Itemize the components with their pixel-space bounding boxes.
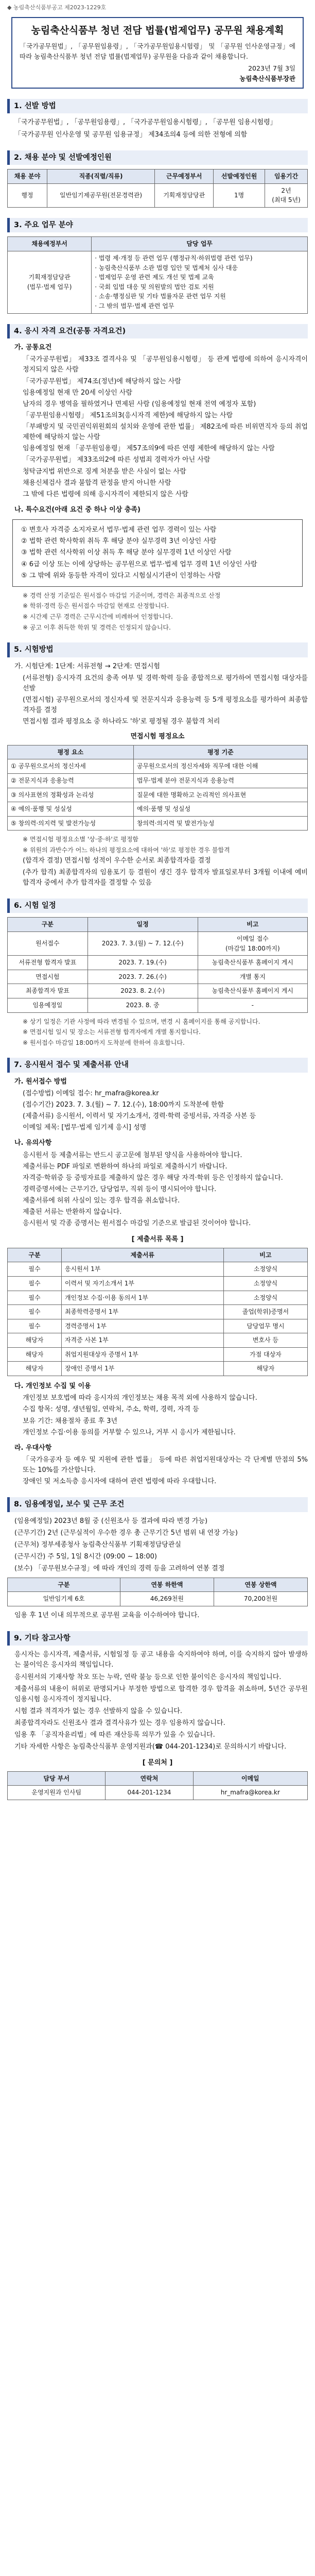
- table-header: 연락처: [106, 1771, 193, 1786]
- table-cell: 2023. 8. 중: [87, 998, 198, 1012]
- duty-item: · 소송·행정심판 및 기타 법률자문 관련 업무 지원: [95, 293, 226, 300]
- table-cell: 가점 대상자: [223, 1347, 307, 1362]
- table-cell: ③ 의사표현의 정확성과 논리성: [8, 788, 134, 802]
- exam-item: (서류전형) 응시자격 요건의 충족 여부 및 경력·학력 등을 종합적으로 평가하여 면접시험 대상자를 선발: [23, 674, 308, 693]
- note: ※ 원서접수 마감일 18:00까지 도착분에 한하여 유효합니다.: [23, 1039, 185, 1046]
- caution-item: 자격증·학위증 등 증빙자료를 제출하지 않은 경우 해당 자격·학위 등은 인정하지 않습니다.: [23, 1174, 283, 1182]
- special-item: ⑤ 그 밖에 위와 동등한 자격이 있다고 시험실시기관이 인정하는 사람: [21, 571, 221, 580]
- section-1-list: [7, 117, 308, 140]
- section-9-title: 9. 기타 참고사항: [7, 1631, 308, 1646]
- pass-item: (합격자 결정) 면접시험 성적이 우수한 순서로 최종합격자를 결정: [23, 857, 211, 865]
- contact-email-link[interactable]: hr_mafra@korea.kr: [193, 1786, 307, 1800]
- table-cell: 임용예정일: [8, 998, 88, 1012]
- duty-item: · 그 밖의 법무·법제 관련 업무: [95, 302, 174, 310]
- table-row: [8, 1362, 308, 1376]
- table-header-row: [8, 1248, 308, 1262]
- special-item: ④ 6급 이상 또는 이에 상당하는 공무원으로 법무·법제 업무 경력 1년 이상인 사람: [21, 560, 257, 568]
- table-row: [8, 816, 308, 831]
- table-row: [8, 970, 308, 984]
- reference-item: 응시자는 응시자격, 제출서류, 시험일정 등 공고 내용을 숙지하여야 하며, 이를 숙지하지 않아 발생하는 불이익은 응시자의 책임입니다.: [14, 1651, 308, 1669]
- table-cell: 농림축산식품부 홈페이지 게시: [198, 956, 307, 970]
- exam-item: 가. 시험단계: 1단계: 서류전형 → 2단계: 면접시험: [14, 662, 160, 670]
- table-header-row: [8, 918, 308, 932]
- table-cell: 면접시험: [8, 970, 88, 984]
- salary-table: [7, 1578, 308, 1606]
- note: ※ 경력 산정 기준일은 원서접수 마감일 기준이며, 경력은 최종적으로 산정: [23, 591, 221, 599]
- table-cell: 해당자: [223, 1362, 307, 1376]
- section-1-item: 「국가공무원법」, 「공무원임용령」, 「국가공무원임용시험령」, 「공무원 임용시험령」: [14, 118, 277, 127]
- table-header: 제출서류: [61, 1248, 223, 1262]
- table-row: [8, 788, 308, 802]
- requirement-item: 「공무원임용시험령」 제51조의3(응시자격 제한)에 해당하지 않는 사람: [23, 411, 233, 419]
- table-cell: 기획재정담당관: [155, 183, 214, 207]
- table-cell: 소정양식: [223, 1276, 307, 1291]
- subsection-title: 나. 특수요건(아래 요건 중 하나 이상 충족): [14, 506, 141, 514]
- special-requirements-box: [12, 519, 303, 587]
- table-cell: ① 공무원으로서의 정신자세: [8, 759, 134, 774]
- table-header: 담당 업무: [92, 237, 308, 251]
- table-row: [8, 759, 308, 774]
- table-cell: ④ 예의·품행 및 성실성: [8, 802, 134, 817]
- table-cell: 해당자: [8, 1333, 62, 1348]
- table-cell: 46,269천원: [120, 1592, 214, 1606]
- section-8-title: 8. 임용예정일, 보수 및 근무 조건: [7, 1497, 308, 1512]
- table-cell: 행정: [8, 183, 47, 207]
- pass-item: (추가 합격) 최종합격자의 임용포기 등 결원이 생긴 경우 합격자 발표일로부터 3개월 이내에 예비합격자 중에서 추가 합격자를 결정할 수 있음: [23, 868, 308, 887]
- announcement-date: 2023년 7월 3일: [248, 64, 295, 73]
- caution-item: 응시원서 등 제출서류는 반드시 공고문에 첨부된 양식을 사용하여야 합니다.: [23, 1151, 242, 1159]
- exam-item: 면접시험 결과 평정요소 중 하나라도 '하'로 평정될 경우 불합격 처리: [23, 718, 220, 726]
- table-row: [8, 1305, 308, 1319]
- exam-item: (면접시험) 공무원으로서의 정신자세 및 전문지식과 응용능력 등 5개 평정요소를 평가하여 최종합격자를 결정: [23, 696, 308, 715]
- table-cell: 질문에 대한 명확하고 논리적인 의사표현: [133, 788, 307, 802]
- preference-item: 장애인 및 저소득층 응시자에 대하여 관련 법령에 따라 우대합니다.: [23, 1478, 217, 1486]
- section-7-title: 7. 응시원서 접수 및 제출서류 안내: [7, 1058, 308, 1072]
- subsection-title: 다. 개인정보 수집 및 이용: [14, 1382, 91, 1391]
- table-row: [8, 773, 308, 788]
- documents-table: [7, 1248, 308, 1376]
- section-6-title: 6. 시험 일정: [7, 899, 308, 913]
- privacy-item: 수집 항목: 성명, 생년월일, 연락처, 주소, 학력, 경력, 자격 등: [23, 1405, 199, 1414]
- title-box: [11, 17, 304, 89]
- announcement-number: ◆ 농림축산식품부공고 제2023-1229호: [7, 4, 107, 11]
- table-cell: 필수: [8, 1262, 62, 1277]
- table-cell: ② 전문지식과 응용능력: [8, 773, 134, 788]
- table-cell: 이메일 접수 (마감일 18:00까지): [198, 931, 307, 955]
- reference-item: 임용 후 「공직자윤리법」에 따른 재산등록 의무가 있을 수 있습니다.: [14, 1731, 215, 1739]
- table-row: [8, 1291, 308, 1305]
- table-header: 비고: [198, 918, 307, 932]
- requirement-item: 채용신체검사 결과 불합격 판정을 받지 아니한 사람: [23, 479, 171, 487]
- table-cell: 2023. 8. 2.(수): [87, 984, 198, 998]
- table-header: 임용기간: [265, 170, 308, 184]
- table-cell: 소정양식: [223, 1262, 307, 1277]
- table-cell: 2023. 7. 19.(수): [87, 956, 198, 970]
- table-header: 채용 분야: [8, 170, 47, 184]
- table-cell: 운영지원과 인사팀: [8, 1786, 106, 1800]
- note: ※ 학위·경력 등은 원서접수 마감일 현재로 산정합니다.: [23, 602, 169, 610]
- preference-item: 「국가유공자 등 예우 및 지원에 관한 법률」 등에 따른 취업지원대상자는 각 단계별 만점의 5% 또는 10%를 가산합니다.: [23, 1455, 308, 1475]
- table-cell: 1명: [214, 183, 265, 207]
- requirement-item: 「국가공무원법」 제33조의2에 따른 성범죄 경력자가 아닌 사람: [23, 456, 211, 464]
- table-cell: 70,200천원: [214, 1592, 307, 1606]
- table-header: 채용예정부서: [8, 237, 92, 251]
- duties-cell: [92, 251, 308, 314]
- reference-item: 응시원서의 기재사항 착오 또는 누락, 연락 불능 등으로 인한 불이익은 응시자의 책임입니다.: [14, 1673, 282, 1681]
- table-cell: 공무원으로서의 정신자세와 직무에 대한 이해: [133, 759, 307, 774]
- table-cell: 법무·법제 분야 전문지식과 응용능력: [133, 773, 307, 788]
- requirement-item: 임용예정일 현재 「공무원임용령」 제57조의9에 따른 연령 제한에 해당하지 않는 사람: [23, 445, 275, 453]
- table-cell: 2023. 7. 3.(월) ~ 7. 12.(수): [87, 931, 198, 955]
- duties-table: [7, 236, 308, 313]
- table-row: [8, 984, 308, 998]
- section-1-item: 「국가공무원 인사운영 및 공무원 임용규정」 제34조의4 등에 의한 전형에 의함: [14, 130, 248, 139]
- table-cell: 2년 (최대 5년): [265, 183, 308, 207]
- condition-item: (보수) 「공무원보수규정」에 따라 개인의 경력 등을 고려하여 연봉 결정: [14, 1565, 225, 1573]
- section-3-title: 3. 주요 업무 분야: [7, 218, 308, 232]
- table-header: 직종(직렬/직류): [47, 170, 154, 184]
- condition-item: 임용 후 1년 이내 의무적으로 공무원 교육을 이수하여야 합니다.: [14, 1611, 200, 1619]
- table-cell: 농림축산식품부 홈페이지 게시: [198, 984, 307, 998]
- schedule-table: [7, 917, 308, 1012]
- table-cell: 필수: [8, 1305, 62, 1319]
- table-header: 일정: [87, 918, 198, 932]
- requirement-item: 그 밖에 다른 법령에 의해 응시자격이 제한되지 않은 사람: [23, 490, 188, 498]
- requirements-list: [7, 354, 308, 500]
- table-cell: 경력증명서 1부: [61, 1319, 223, 1333]
- requirement-item: 남자의 경우 병역을 필하였거나 면제된 사람 (임용예정일 현재 전역 예정자 포함): [23, 400, 256, 408]
- table-cell: -: [198, 998, 307, 1012]
- table-row: [8, 1319, 308, 1333]
- table-cell: 응시원서 1부: [61, 1262, 223, 1277]
- section-1-title: 1. 선발 방법: [7, 99, 308, 113]
- section-2-title: 2. 채용 분야 및 선발예정인원: [7, 150, 308, 165]
- requirement-item: 「부패방지 및 국민권익위원회의 설치와 운영에 관한 법률」 제82조에 따른 비위면직자 등의 취업제한에 해당하지 않는 사람: [23, 423, 308, 442]
- note: ※ 상기 일정은 기관 사정에 따라 변경될 수 있으며, 변경 시 홈페이지를 통해 공지합니다.: [23, 1018, 260, 1025]
- table-header-row: [8, 237, 308, 251]
- table-cell: 개인정보 수집·이용 동의서 1부: [61, 1291, 223, 1305]
- table-title: [ 제출서류 목록 ]: [131, 1235, 184, 1243]
- table-row: [8, 1786, 308, 1800]
- table-cell: 변호사 등: [223, 1333, 307, 1348]
- table-header: 비고: [223, 1248, 307, 1262]
- table-cell: 필수: [8, 1319, 62, 1333]
- duty-item: · 국회 입법 대응 및 의원발의 법안 검토 지원: [95, 283, 214, 291]
- table-cell: 일반임기제 6호: [8, 1592, 120, 1606]
- table-cell: 044-201-1234: [106, 1786, 193, 1800]
- table-cell: 최종학력증명서 1부: [61, 1305, 223, 1319]
- table-cell: 장애인 증명서 1부: [61, 1362, 223, 1376]
- table-cell: 필수: [8, 1291, 62, 1305]
- table-header-row: [8, 1771, 308, 1786]
- note: ※ 면접시험 평정요소별 '상·중·하'로 평정함: [23, 836, 139, 843]
- table-row: [8, 1347, 308, 1362]
- table-cell: 개별 통지: [198, 970, 307, 984]
- application-item: (제출서류) 응시원서, 이력서 및 자기소개서, 경력·학력 증빙서류, 자격증 사본 등: [23, 1112, 256, 1121]
- table-row: [8, 956, 308, 970]
- caution-item: 경력증명서에는 근무기간, 담당업무, 직위 등이 명시되어야 합니다.: [23, 1185, 217, 1194]
- table-cell: 2023. 7. 26.(수): [87, 970, 198, 984]
- table-row: [8, 802, 308, 817]
- section-5-title: 5. 시험방법: [7, 642, 308, 657]
- requirement-item: 청탁금지법 위반으로 징계 처분을 받은 사실이 없는 사람: [23, 467, 186, 476]
- table-header-row: [8, 745, 308, 759]
- application-item: 이메일 제목: [법무·법제 임기제 응시] 성명: [23, 1124, 147, 1132]
- table-cell: 서류전형 합격자 발표: [8, 956, 88, 970]
- note: ※ 공고 이후 취득한 학위 및 경력은 인정되지 않습니다.: [23, 623, 171, 631]
- table-cell: 최종합격자 발표: [8, 984, 88, 998]
- table-cell: 해당자: [8, 1362, 62, 1376]
- recruitment-table: [7, 169, 308, 208]
- table-header: 평정 요소: [8, 745, 134, 759]
- condition-item: (근무시간) 주 5일, 1일 8시간 (09:00 ~ 18:00): [14, 1553, 157, 1561]
- page-title: 농림축산식품부 청년 전담 법률(법제업무) 공무원 채용계획: [31, 25, 284, 37]
- issuing-organization: 농림축산식품부장관: [239, 74, 295, 82]
- table-header-row: [8, 1578, 308, 1592]
- subsection-title: 가. 원서접수 방법: [14, 1077, 67, 1086]
- table-row: [8, 251, 308, 314]
- note: ※ 위원의 과반수가 어느 하나의 평정요소에 대하여 '하'로 평정한 경우 불합격: [23, 846, 230, 854]
- section-4-title: 4. 응시 자격 요건(공통 자격요건): [7, 324, 308, 338]
- condition-item: (임용예정일) 2023년 8월 중 (신원조사 등 결과에 따라 변경 가능): [14, 1517, 208, 1525]
- table-row: [8, 1262, 308, 1277]
- table-row: [8, 931, 308, 955]
- table-cell: 필수: [8, 1276, 62, 1291]
- privacy-item: 보유 기간: 채용절차 종료 후 3년: [23, 1417, 118, 1425]
- table-header: 선발예정인원: [214, 170, 265, 184]
- table-row: [8, 1333, 308, 1348]
- privacy-item: 개인정보 보호법에 따라 응시자의 개인정보는 채용 목적 외에 사용하지 않습니다.: [23, 1394, 257, 1402]
- table-row: [8, 1276, 308, 1291]
- reference-item: 제출서류의 내용이 허위로 판명되거나 부정한 방법으로 합격한 경우 합격을 취소하며, 5년간 공무원 임용시험 응시자격이 정지됩니다.: [14, 1685, 308, 1703]
- table-cell: 담당업무 명시: [223, 1319, 307, 1333]
- table-title: 면접시험 평정요소: [130, 732, 185, 740]
- duty-item: · 법제업무 운영 관련 제도 개선 및 법제 교육: [95, 274, 214, 281]
- evaluation-table: [7, 745, 308, 831]
- special-item: ② 법학 관련 학사학위 취득 후 해당 분야 실무경력 3년 이상인 사람: [21, 537, 217, 546]
- contact-table: [7, 1771, 308, 1800]
- table-row: [8, 1592, 308, 1606]
- table-header: 근무예정부서: [155, 170, 214, 184]
- table-cell: 취업지원대상자 증명서 1부: [61, 1347, 223, 1362]
- condition-item: (근무처) 정부세종청사 농림축산식품부 기획재정담당관실: [14, 1541, 181, 1549]
- table-cell: 졸업(학위)증명서: [223, 1305, 307, 1319]
- table-header: 연봉 상한액: [214, 1578, 307, 1592]
- reference-item: 최종합격자라도 신원조사 결과 결격사유가 있는 경우 임용하지 않습니다.: [14, 1719, 225, 1727]
- duty-item: · 농림축산식품부 소관 법령 입안 및 법제처 심사 대응: [95, 264, 238, 272]
- requirement-item: 「국가공무원법」 제33조 결격사유 및 「공무원임용시험령」 등 관계 법령에 의하여 응시자격이 정지되지 않은 사람: [23, 355, 308, 374]
- subsection-title: 가. 공통요건: [14, 344, 52, 352]
- caution-item: 응시원서 및 각종 증명서는 원서접수 마감일 기준으로 발급된 것이어야 합니다.: [23, 1219, 251, 1228]
- application-item: (접수방법) 이메일 접수: hr_mafra@korea.kr: [23, 1089, 159, 1097]
- reference-item: 시험 결과 적격자가 없는 경우 선발하지 않을 수 있습니다.: [14, 1707, 183, 1716]
- caution-item: 제출서류에 허위 사실이 있는 경우 합격을 취소합니다.: [23, 1197, 180, 1205]
- table-header: 이메일: [193, 1771, 307, 1786]
- caution-item: 제출서류는 PDF 파일로 변환하여 하나의 파일로 제출하시기 바랍니다.: [23, 1162, 227, 1171]
- table-header: 구분: [8, 1578, 120, 1592]
- condition-item: (근무기간) 2년 (근무실적이 우수한 경우 총 근무기간 5년 범위 내 연장 가능): [14, 1529, 238, 1537]
- table-cell: 자격증 사본 1부: [61, 1333, 223, 1348]
- table-cell: 이력서 및 자기소개서 1부: [61, 1276, 223, 1291]
- table-cell: 소정양식: [223, 1291, 307, 1305]
- requirement-item: 「국가공무원법」 제74조(정년)에 해당하지 않는 사람: [23, 377, 181, 385]
- intro-text: 「국가공무원법」, 「공무원임용령」, 「국가공무원임용시험령」 및 「공무원 인사운영규정」에 따라 농림축산식품부 청년 전담 법률(법제업무) 공무원을 다음과 같이 채용합니다.: [20, 42, 295, 60]
- subsection-title: 나. 유의사항: [14, 1139, 52, 1147]
- requirement-item: 임용예정일 현재 만 20세 이상인 사람: [23, 388, 133, 397]
- privacy-item: 개인정보 수집·이용 동의를 거부할 수 있으나, 거부 시 응시가 제한됩니다.: [23, 1428, 236, 1436]
- table-cell: ⑤ 창의력·의지력 및 발전가능성: [8, 816, 134, 831]
- application-item: (접수기간) 2023. 7. 3.(월) ~ 7. 12.(수), 18:00까지 도착분에 한함: [23, 1101, 224, 1109]
- table-cell: 원서접수: [8, 931, 88, 955]
- table-header: 담당 부서: [8, 1771, 106, 1786]
- table-cell: 일반임기제공무원(전문경력관): [47, 183, 154, 207]
- special-item: ③ 법학 관련 석사학위 이상 취득 후 해당 분야 실무경력 1년 이상인 사람: [21, 549, 232, 557]
- table-header: 구분: [8, 1248, 62, 1262]
- subsection-title: 라. 우대사항: [14, 1444, 52, 1452]
- caution-item: 제출된 서류는 반환하지 않습니다.: [23, 1208, 122, 1216]
- duty-item: · 법령 제·개정 등 관련 업무 (행정규칙·하위법령 관련 업무): [95, 255, 253, 262]
- note: ※ 시간제 근무 경력은 근무시간에 비례하여 인정합니다.: [23, 613, 173, 621]
- table-row: [8, 998, 308, 1012]
- special-item: ① 변호사 자격증 소지자로서 법무·법제 관련 업무 경력이 있는 사람: [21, 526, 217, 534]
- reference-item: 기타 자세한 사항은 농림축산식품부 운영지원과(☎ 044-201-1234)로 문의하시기 바랍니다.: [14, 1743, 287, 1751]
- table-header: 평정 기준: [133, 745, 307, 759]
- table-header: 구분: [8, 918, 88, 932]
- table-cell: 기획재정담당관 (법무·법제 업무): [8, 251, 92, 314]
- table-header: 연봉 하한액: [120, 1578, 214, 1592]
- table-title: [ 문의처 ]: [142, 1758, 173, 1767]
- note: ※ 면접시험 일시 및 장소는 서류전형 합격자에게 개별 통지합니다.: [23, 1028, 201, 1036]
- table-header-row: [8, 170, 308, 184]
- table-row: [8, 183, 308, 207]
- table-cell: 창의력·의지력 및 발전가능성: [133, 816, 307, 831]
- table-cell: 해당자: [8, 1347, 62, 1362]
- table-cell: 예의·품행 및 성실성: [133, 802, 307, 817]
